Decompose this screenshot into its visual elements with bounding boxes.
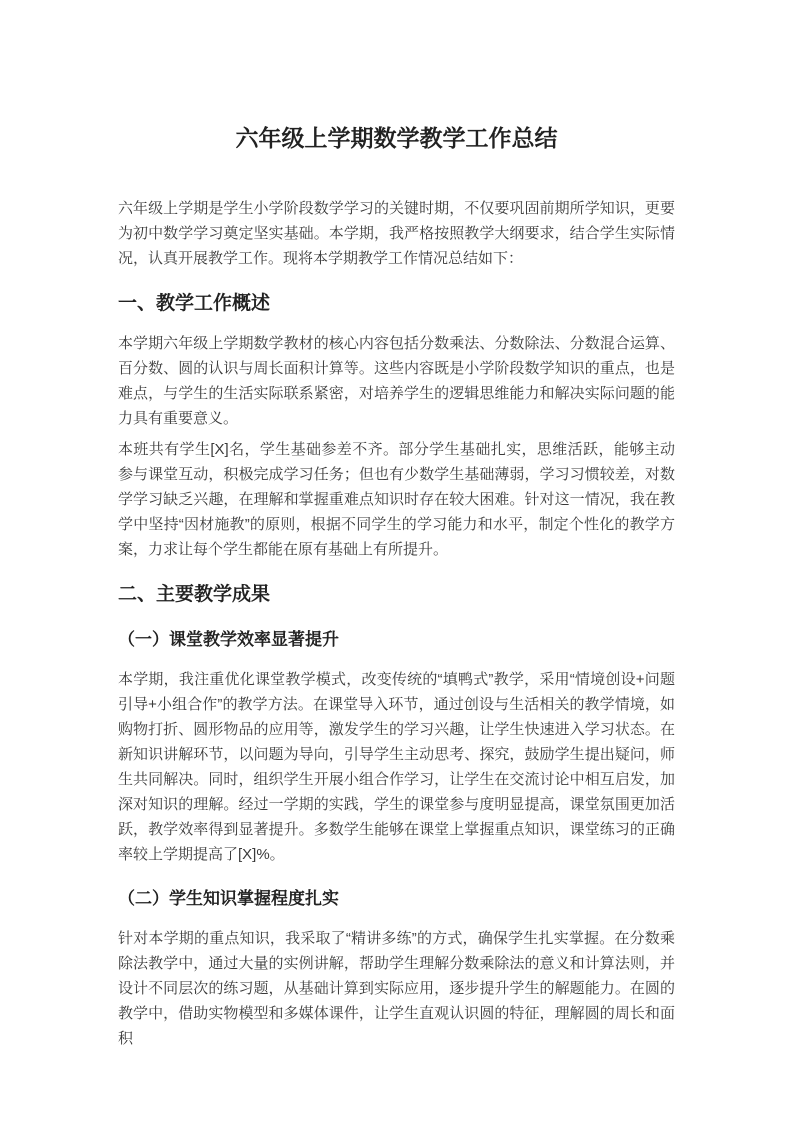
document-title: 六年级上学期数学教学工作总结 [235,125,558,151]
section-2-heading: 二、主要教学成果 [118,584,271,605]
intro-paragraph: 六年级上学期是学生小学阶段数学学习的关键时期，不仅要巩固前期所学知识，更要为初中数学学习奠定坚实基础。本学期，我严格按照教学大纲要求，结合学生实际情况，认真开展教学工作。现将本学期教学工作情况总结如下： [118,200,675,267]
subsection-2-2-paragraph: 针对本学期的重点知识，我采取了“精讲多练”的方式，确保学生扎实掌握。在分数乘除法教学中，通过大量的实例讲解，帮助学生理解分数乘除法的意义和计算法则，并设计不同层次的练习题，从基础计算到实际应用，逐步提升学生的解题能力。在圆的教学中，借助实物模型和多媒体课件，让学生直观认识圆的特征，理解圆的周长和面积 [118,930,675,1047]
subsection-2-2-heading: （二）学生知识掌握程度扎实 [118,889,339,908]
section-1-paragraph-1: 本学期六年级上学期数学教材的核心内容包括分数乘法、分数除法、分数混合运算、百分数、圆的认识与周长面积计算等。这些内容既是小学阶段数学知识的重点，也是难点，与学生的生活实际联系紧密，对培养学生的逻辑思维能力和解决实际问题的能力具有重要意义。 [118,335,675,427]
subsection-2-1-paragraph: 本学期，我注重优化课堂教学模式，改变传统的“填鸭式”教学，采用“情境创设+问题引导+小组合作”的教学方法。在课堂导入环节，通过创设与生活相关的教学情境，如购物打折、圆形物品的应用等，激发学生的学习兴趣，让学生快速进入学习状态。在新知识讲解环节，以问题为导向，引导学生主动思考、探究，鼓励学生提出疑问，师生共同解决。同时，组织学生开展小组合作学习，让学生在交流讨论中相互启发，加深对知识的理解。经过一学期的实践，学生的课堂参与度明显提高，课堂氛围更加活跃，教学效率得到显著提升。多数学生能够在课堂上掌握重点知识，课堂练习的正确率较上学期提高了[X]%。 [118,671,675,863]
section-1-heading: 一、教学工作概述 [118,293,271,314]
subsection-2-1-heading: （一）课堂教学效率显著提升 [118,630,339,649]
section-1-paragraph-2: 本班共有学生[X]名，学生基础参差不齐。部分学生基础扎实，思维活跃，能够主动参与课堂互动，积极完成学习任务；但也有少数学生基础薄弱，学习习惯较差，对数学学习缺乏兴趣，在理解和掌握重难点知识时存在较大困难。针对这一情况，我在教学中坚持“因材施教”的原则，根据不同学生的学习能力和水平，制定个性化的教学方案，力求让每个学生都能在原有基础上有所提升。 [118,441,675,558]
